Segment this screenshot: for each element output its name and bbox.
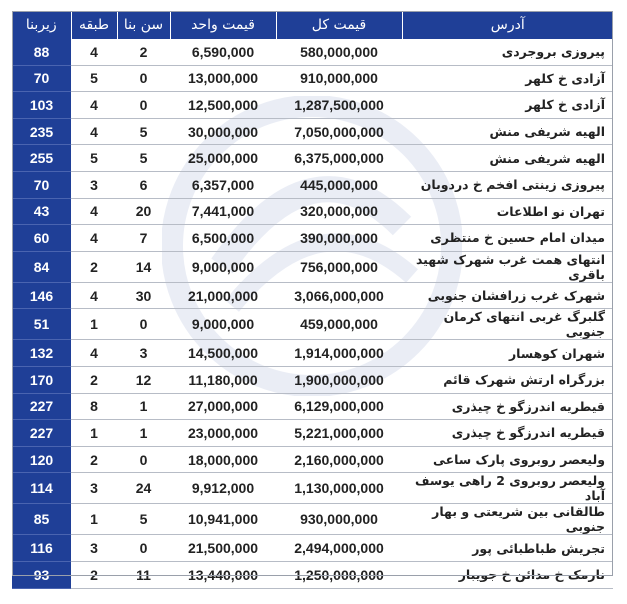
cell-age: 7 — [117, 225, 170, 252]
cell-age: 2 — [117, 39, 170, 65]
table-row — [12, 504, 613, 535]
cell-address: قیطریه اندرزگو خ چیذری — [402, 420, 613, 447]
cell-age: 30 — [117, 282, 170, 309]
cell-age: 0 — [117, 92, 170, 119]
cell-unit-price: 14,500,000 — [170, 340, 276, 367]
cell-age: 11 — [117, 561, 170, 588]
cell-area: 227 — [12, 420, 71, 447]
cell-area: 51 — [12, 309, 71, 340]
cell-area: 85 — [12, 504, 71, 535]
cell-floor: 4 — [71, 92, 117, 119]
cell-floor: 8 — [71, 393, 117, 420]
cell-unit-price: 13,000,000 — [170, 65, 276, 92]
table-row — [12, 92, 613, 119]
table-body — [12, 39, 613, 588]
cell-floor: 4 — [71, 282, 117, 309]
cell-floor: 1 — [71, 420, 117, 447]
cell-age: 24 — [117, 473, 170, 504]
cell-unit-price: 21,000,000 — [170, 282, 276, 309]
cell-floor: 4 — [71, 118, 117, 145]
cell-age: 12 — [117, 366, 170, 393]
price-table-container — [12, 11, 613, 589]
cell-address: پیروزی زینتی افخم خ دردوبان — [402, 171, 613, 198]
cell-age: 1 — [117, 393, 170, 420]
cell-age: 6 — [117, 171, 170, 198]
cell-address: شهران کوهسار — [402, 340, 613, 367]
cell-address: ولیعصر روبروی پارک ساعی — [402, 446, 613, 473]
header-total-price: قیمت کل — [276, 11, 402, 39]
cell-area: 114 — [12, 473, 71, 504]
table-row — [12, 145, 613, 172]
cell-age: 5 — [117, 145, 170, 172]
cell-total-price: 6,375,000,000 — [276, 145, 402, 172]
cell-address: تجریش طباطبائی پور — [402, 535, 613, 562]
cell-unit-price: 27,000,000 — [170, 393, 276, 420]
cell-unit-price: 25,000,000 — [170, 145, 276, 172]
cell-total-price: 390,000,000 — [276, 225, 402, 252]
cell-unit-price: 11,180,000 — [170, 366, 276, 393]
cell-age: 1 — [117, 420, 170, 447]
cell-total-price: 1,130,000,000 — [276, 473, 402, 504]
cell-floor: 4 — [71, 340, 117, 367]
cell-address: بزرگراه ارتش شهرک قائم — [402, 366, 613, 393]
table-row — [12, 39, 613, 65]
header-address: آدرس — [402, 11, 613, 39]
header-floor: طبقه — [71, 11, 117, 39]
cell-floor: 2 — [71, 561, 117, 588]
cell-total-price: 1,287,500,000 — [276, 92, 402, 119]
header-area: زیربنا — [12, 11, 71, 39]
cell-unit-price: 9,912,000 — [170, 473, 276, 504]
cell-total-price: 756,000,000 — [276, 251, 402, 282]
table-row — [12, 473, 613, 504]
cell-age: 14 — [117, 251, 170, 282]
cell-area: 84 — [12, 251, 71, 282]
cell-address: میدان امام حسین خ منتظری — [402, 225, 613, 252]
cell-floor: 3 — [71, 473, 117, 504]
cell-area: 70 — [12, 65, 71, 92]
cell-floor: 5 — [71, 65, 117, 92]
cell-total-price: 6,129,000,000 — [276, 393, 402, 420]
cell-area: 170 — [12, 366, 71, 393]
cell-area: 132 — [12, 340, 71, 367]
cell-unit-price: 10,941,000 — [170, 504, 276, 535]
cell-unit-price: 21,500,000 — [170, 535, 276, 562]
header-age: سن بنا — [117, 11, 170, 39]
cell-floor: 2 — [71, 446, 117, 473]
cell-floor: 4 — [71, 225, 117, 252]
cell-unit-price: 12,500,000 — [170, 92, 276, 119]
cell-age: 0 — [117, 535, 170, 562]
cell-address: طالقانی بین شریعتی و بهار جنوبی — [402, 504, 613, 535]
table-row — [12, 282, 613, 309]
table-row — [12, 420, 613, 447]
cell-floor: 3 — [71, 535, 117, 562]
cell-total-price: 2,160,000,000 — [276, 446, 402, 473]
table-row — [12, 198, 613, 225]
cell-area: 120 — [12, 446, 71, 473]
cell-address: پیروزی بروجردی — [402, 39, 613, 65]
table-row — [12, 225, 613, 252]
cell-total-price: 3,066,000,000 — [276, 282, 402, 309]
table-row — [12, 65, 613, 92]
cell-area: 103 — [12, 92, 71, 119]
cell-floor: 4 — [71, 198, 117, 225]
cell-area: 88 — [12, 39, 71, 65]
cell-total-price: 7,050,000,000 — [276, 118, 402, 145]
cell-total-price: 910,000,000 — [276, 65, 402, 92]
housing-price-table — [12, 11, 613, 589]
cell-unit-price: 9,000,000 — [170, 251, 276, 282]
cell-total-price: 580,000,000 — [276, 39, 402, 65]
cell-floor: 2 — [71, 366, 117, 393]
cell-address: قیطریه اندرزگو خ چیذری — [402, 393, 613, 420]
cell-total-price: 930,000,000 — [276, 504, 402, 535]
cell-total-price: 459,000,000 — [276, 309, 402, 340]
cell-address: ولیعصر روبروی 2 راهی یوسف آباد — [402, 473, 613, 504]
cell-area: 60 — [12, 225, 71, 252]
cell-age: 3 — [117, 340, 170, 367]
cell-age: 0 — [117, 446, 170, 473]
cell-area: 116 — [12, 535, 71, 562]
cell-age: 5 — [117, 118, 170, 145]
table-row — [12, 340, 613, 367]
cell-address: تهران نو اطلاعات — [402, 198, 613, 225]
cell-age: 20 — [117, 198, 170, 225]
cell-floor: 4 — [71, 39, 117, 65]
header-unit-price: قیمت واحد — [170, 11, 276, 39]
cell-floor: 2 — [71, 251, 117, 282]
table-row — [12, 118, 613, 145]
cell-age: 0 — [117, 309, 170, 340]
table-row — [12, 561, 613, 588]
cell-address: نارمک خ مدائن خ جویبار — [402, 561, 613, 588]
cell-age: 5 — [117, 504, 170, 535]
cell-address: گلبرگ غربی انتهای کرمان جنوبی — [402, 309, 613, 340]
cell-total-price: 1,250,000,000 — [276, 561, 402, 588]
cell-area: 146 — [12, 282, 71, 309]
cell-area: 43 — [12, 198, 71, 225]
cell-area: 235 — [12, 118, 71, 145]
cell-total-price: 1,900,000,000 — [276, 366, 402, 393]
cell-floor: 1 — [71, 309, 117, 340]
cell-unit-price: 18,000,000 — [170, 446, 276, 473]
cell-unit-price: 13,440,000 — [170, 561, 276, 588]
cell-address: شهرک غرب زرافشان جنوبی — [402, 282, 613, 309]
cell-unit-price: 6,500,000 — [170, 225, 276, 252]
cell-address: آزادی خ کلهر — [402, 92, 613, 119]
cell-area: 227 — [12, 393, 71, 420]
cell-address: آزادی خ کلهر — [402, 65, 613, 92]
cell-unit-price: 23,000,000 — [170, 420, 276, 447]
table-row — [12, 251, 613, 282]
cell-area: 70 — [12, 171, 71, 198]
cell-total-price: 445,000,000 — [276, 171, 402, 198]
table-row — [12, 393, 613, 420]
cell-address: الهیه شریفی منش — [402, 118, 613, 145]
cell-total-price: 5,221,000,000 — [276, 420, 402, 447]
table-row — [12, 171, 613, 198]
cell-age: 0 — [117, 65, 170, 92]
table-row — [12, 366, 613, 393]
cell-address: انتهای همت غرب شهرک شهید باقری — [402, 251, 613, 282]
table-row — [12, 309, 613, 340]
cell-unit-price: 30,000,000 — [170, 118, 276, 145]
cell-floor: 5 — [71, 145, 117, 172]
cell-total-price: 320,000,000 — [276, 198, 402, 225]
table-row — [12, 535, 613, 562]
cell-floor: 1 — [71, 504, 117, 535]
cell-address: الهیه شریفی منش — [402, 145, 613, 172]
cell-total-price: 2,494,000,000 — [276, 535, 402, 562]
table-row — [12, 446, 613, 473]
cell-unit-price: 7,441,000 — [170, 198, 276, 225]
cell-total-price: 1,914,000,000 — [276, 340, 402, 367]
cell-unit-price: 6,357,000 — [170, 171, 276, 198]
cell-unit-price: 9,000,000 — [170, 309, 276, 340]
cell-floor: 3 — [71, 171, 117, 198]
cell-area: 255 — [12, 145, 71, 172]
cell-area: 93 — [12, 561, 71, 588]
table-header-row — [12, 11, 613, 39]
cell-unit-price: 6,590,000 — [170, 39, 276, 65]
